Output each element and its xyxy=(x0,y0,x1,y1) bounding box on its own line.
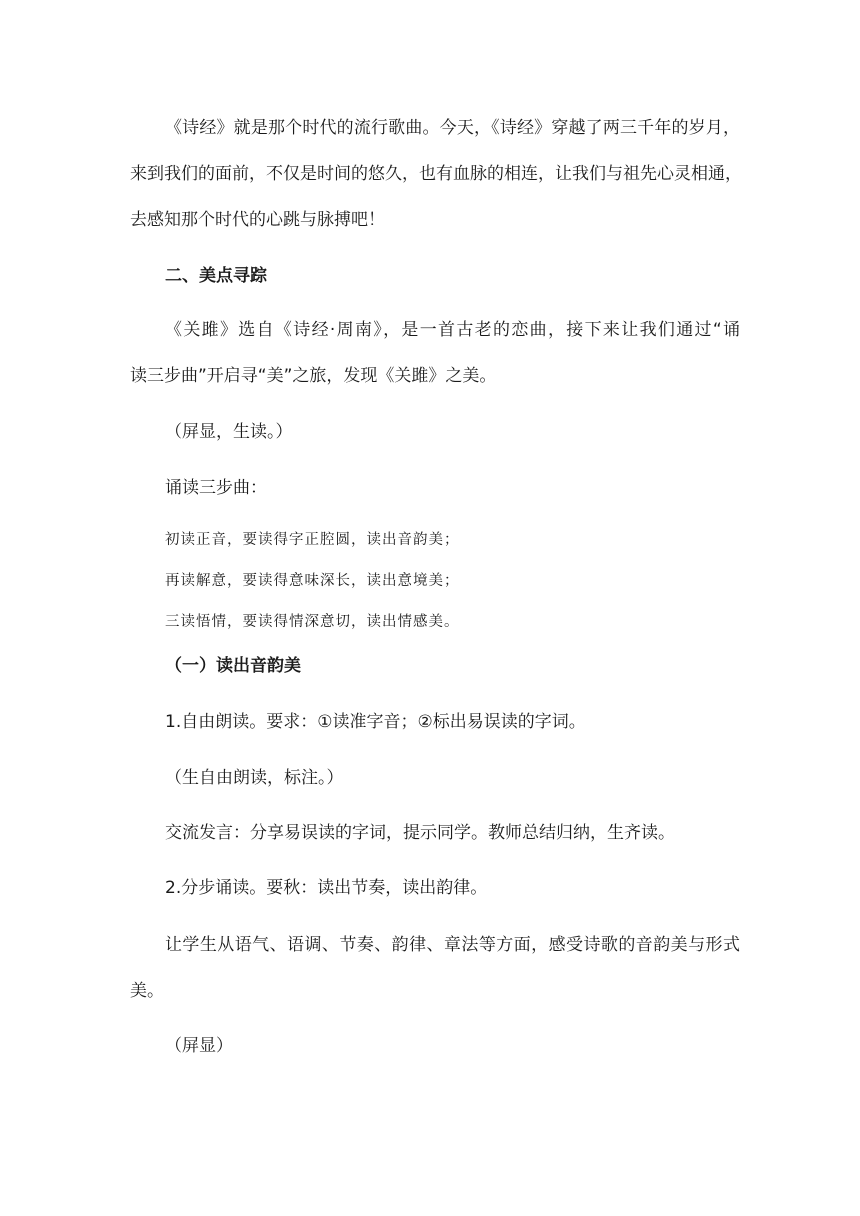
paragraph-line: 《诗经》就是那个时代的流行歌曲。今天，《诗经》穿越了两三千年的岁月， xyxy=(165,118,740,138)
paragraph-line: 《关雎》选自《诗经·周南》，是一首古老的恋曲，接下来让我们通过“诵 xyxy=(165,320,740,340)
paragraph: （屏显，生读。） xyxy=(165,422,293,442)
paragraph: 1.自由朗读。要求：①读准字音；②标出易误读的字词。 xyxy=(165,712,586,732)
section-heading: 二、美点寻踪 xyxy=(165,266,267,286)
paragraph-line: 美。 xyxy=(130,981,164,1001)
step-item: 再读解意，要读得意味深长，读出意境美； xyxy=(165,573,460,589)
subsection-heading: （一）读出音韵美 xyxy=(165,656,301,676)
step-item: 初读正音，要读得字正腔圆，读出音韵美； xyxy=(165,532,460,548)
paragraph-line: 让学生从语气、语调、节奏、韵律、章法等方面，感受诗歌的音韵美与形式 xyxy=(165,935,740,955)
paragraph-line: 读三步曲”开启寻“美”之旅，发现《关雎》之美。 xyxy=(130,366,497,386)
paragraph: 诵读三步曲： xyxy=(165,478,267,498)
paragraph-line: 去感知那个时代的心跳与脉搏吧！ xyxy=(130,210,385,230)
paragraph: （生自由朗读，标注。） xyxy=(165,768,344,788)
paragraph: 2.分步诵读。要秋：读出节奏，读出韵律。 xyxy=(165,878,488,898)
paragraph: 交流发言：分享易误读的字词，提示同学。教师总结归纳，生齐读。 xyxy=(165,823,675,843)
paragraph: （屏显） xyxy=(165,1036,233,1056)
step-item: 三读悟情，要读得情深意切，读出情感美。 xyxy=(165,614,460,630)
paragraph-line: 来到我们的面前，不仅是时间的悠久，也有血脉的相连，让我们与祖先心灵相通， xyxy=(130,164,742,184)
